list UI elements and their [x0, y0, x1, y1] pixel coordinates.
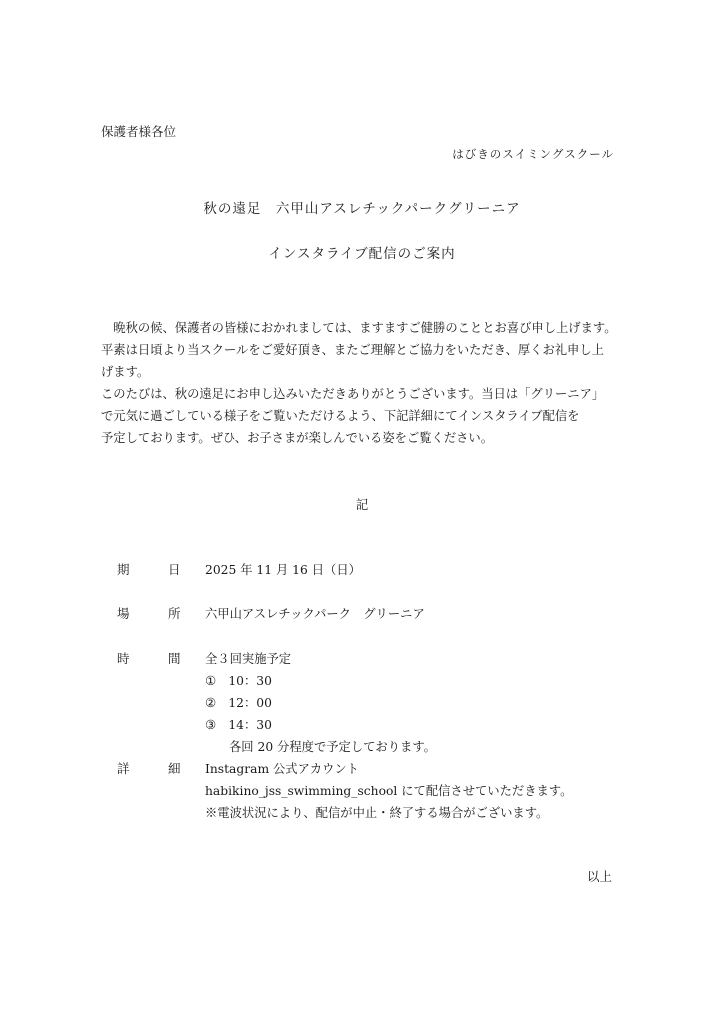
instagram-account: habikino_jss_swimming_school にて配信させていただきます。 — [205, 784, 573, 798]
body-line: 平素は日頃より当スクールをご愛好頂き、またご理解とご協力をいただき、厚くお礼申し上 — [101, 343, 604, 357]
body-line: 晩秋の候、保護者の皆様におかれましては、ますますご健勝のこととお喜び申し上げます。 — [101, 321, 617, 335]
sender-name: はびきのスイミングスクール — [452, 147, 614, 161]
detail-label: 日 — [168, 562, 181, 577]
body-line: このたびは、秋の遠足にお申し込みいただきありがとうございます。当日は「グリーニア」 — [101, 387, 605, 401]
session-time: ② 12：00 — [205, 696, 272, 710]
detail-label: 場 — [117, 606, 130, 621]
detail-value: Instagram 公式アカウント — [205, 762, 359, 776]
detail-label: 詳 — [117, 761, 130, 776]
detail-label: 細 — [168, 761, 181, 776]
detail-value: 全３回実施予定 — [205, 652, 292, 666]
detail-value: 2025 年 11 月 16 日（日） — [205, 563, 361, 577]
detail-notice: ※電波状況により、配信が中止・終了する場合がございます。 — [205, 806, 549, 820]
ki-heading: 記 — [355, 497, 369, 512]
body-line: げます。 — [101, 365, 150, 379]
detail-label: 期 — [117, 562, 130, 577]
session-note: 各回 20 分程度で予定しております。 — [229, 740, 436, 754]
closing-mark: 以上 — [586, 869, 612, 884]
detail-label: 所 — [168, 606, 181, 621]
detail-value: 六甲山アスレチックパーク グリーニア — [205, 607, 425, 621]
body-line: 予定しております。ぜひ、お子さまが楽しんでいる姿をご覧ください。 — [101, 431, 494, 445]
session-time: ① 10：30 — [205, 674, 272, 688]
addressee: 保護者様各位 — [101, 124, 177, 139]
body-line: で元気に過ごしている様子をご覧いただけるよう、下記詳細にてインスタライブ配信を — [101, 409, 580, 423]
session-time: ③ 14：30 — [205, 718, 272, 732]
detail-label: 時 — [117, 651, 130, 666]
document-title: 秋の遠足 六甲山アスレチックパークグリーニア — [203, 201, 521, 217]
detail-label: 間 — [168, 651, 181, 666]
document-subtitle: インスタライブ配信のご案内 — [268, 246, 456, 262]
